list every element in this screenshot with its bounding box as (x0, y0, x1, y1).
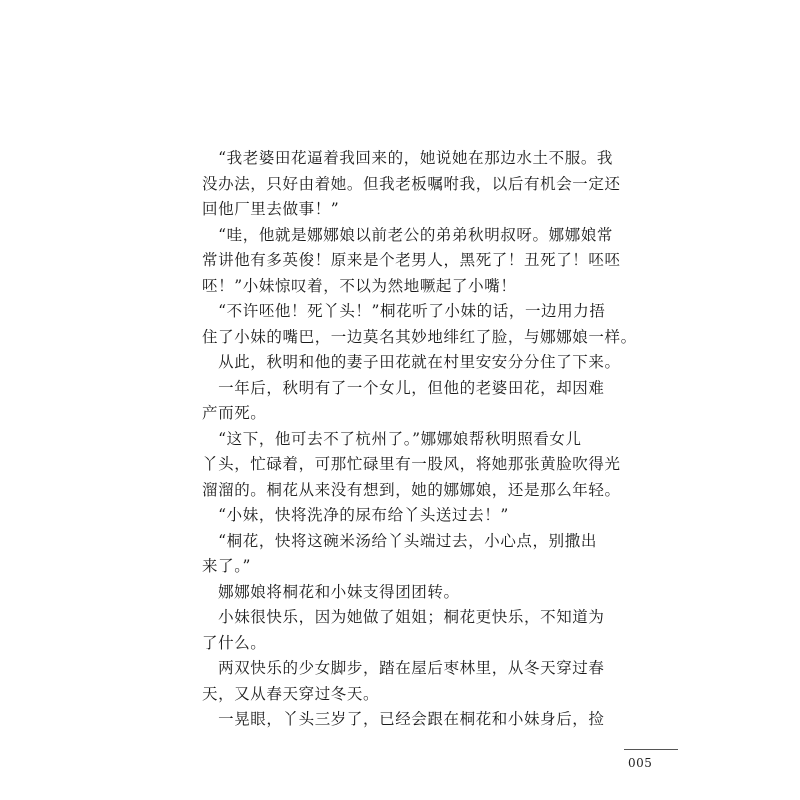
text-line: 天，又从春天穿过冬天。 (202, 684, 380, 703)
page-number: 005 (628, 756, 653, 770)
text-line: “这下，他可去不了杭州了。”娜娜娘帮秋明照看女儿 (202, 429, 582, 448)
text-line: 丫头，忙碌着，可那忙碌里有一股风，将她那张黄脸吹得光 (202, 455, 621, 473)
text-line: 没办法，只好由着她。但我老板嘱咐我，以后有机会一定还 (202, 174, 621, 193)
text-line: 一年后，秋明有了一个女儿，但他的老婆田花，却因难 (202, 378, 605, 397)
text-line: “我老婆田花逼着我回来的，她说她在那边水土不服。我 (202, 149, 614, 167)
text-line: 住了小妹的嘴巴，一边莫名其妙地绯红了脸，与娜娜娘一样。 (202, 327, 637, 346)
text-line: 一晃眼，丫头三岁了，已经会跟在桐花和小妹身后，捡 (202, 710, 605, 728)
text-line: “桐花，快将这碗米汤给丫头端过去，小心点，别撒出 (202, 531, 597, 550)
body-text (202, 146, 637, 733)
text-line: “哇，他就是娜娜娘以前老公的弟弟秋明叔呀。娜娜娘常 (202, 225, 614, 244)
text-line: 溜溜的。桐花从来没有想到，她的娜娜娘，还是那么年轻。 (202, 480, 621, 499)
text-line: 常讲他有多英俊！原来是个老男人，黑死了！丑死了！呸呸 (202, 251, 621, 269)
text-line: 小妹很快乐，因为她做了姐姐；桐花更快乐，不知道为 (202, 608, 605, 626)
text-line: “小妹，快将洗净的尿布给丫头送过去！” (202, 506, 509, 524)
text-line: 了什么。 (202, 633, 267, 652)
text-line: 从此，秋明和他的妻子田花就在村里安安分分住了下来。 (202, 353, 621, 371)
footer-rule (624, 749, 678, 750)
text-line: 娜娜娘将桐花和小妹支得团团转。 (202, 582, 460, 601)
text-line: 来了。” (202, 557, 252, 575)
text-line: “不许呸他！死丫头！”桐花听了小妹的话，一边用力捂 (202, 302, 606, 320)
text-line: 呸！”小妹惊叹着，不以为然地噘起了小嘴！ (202, 276, 517, 295)
text-line: 两双快乐的少女脚步，踏在屋后枣林里，从冬天穿过春 (202, 659, 605, 677)
text-line: 回他厂里去做事！” (202, 200, 340, 218)
text-line: 产而死。 (202, 404, 267, 422)
